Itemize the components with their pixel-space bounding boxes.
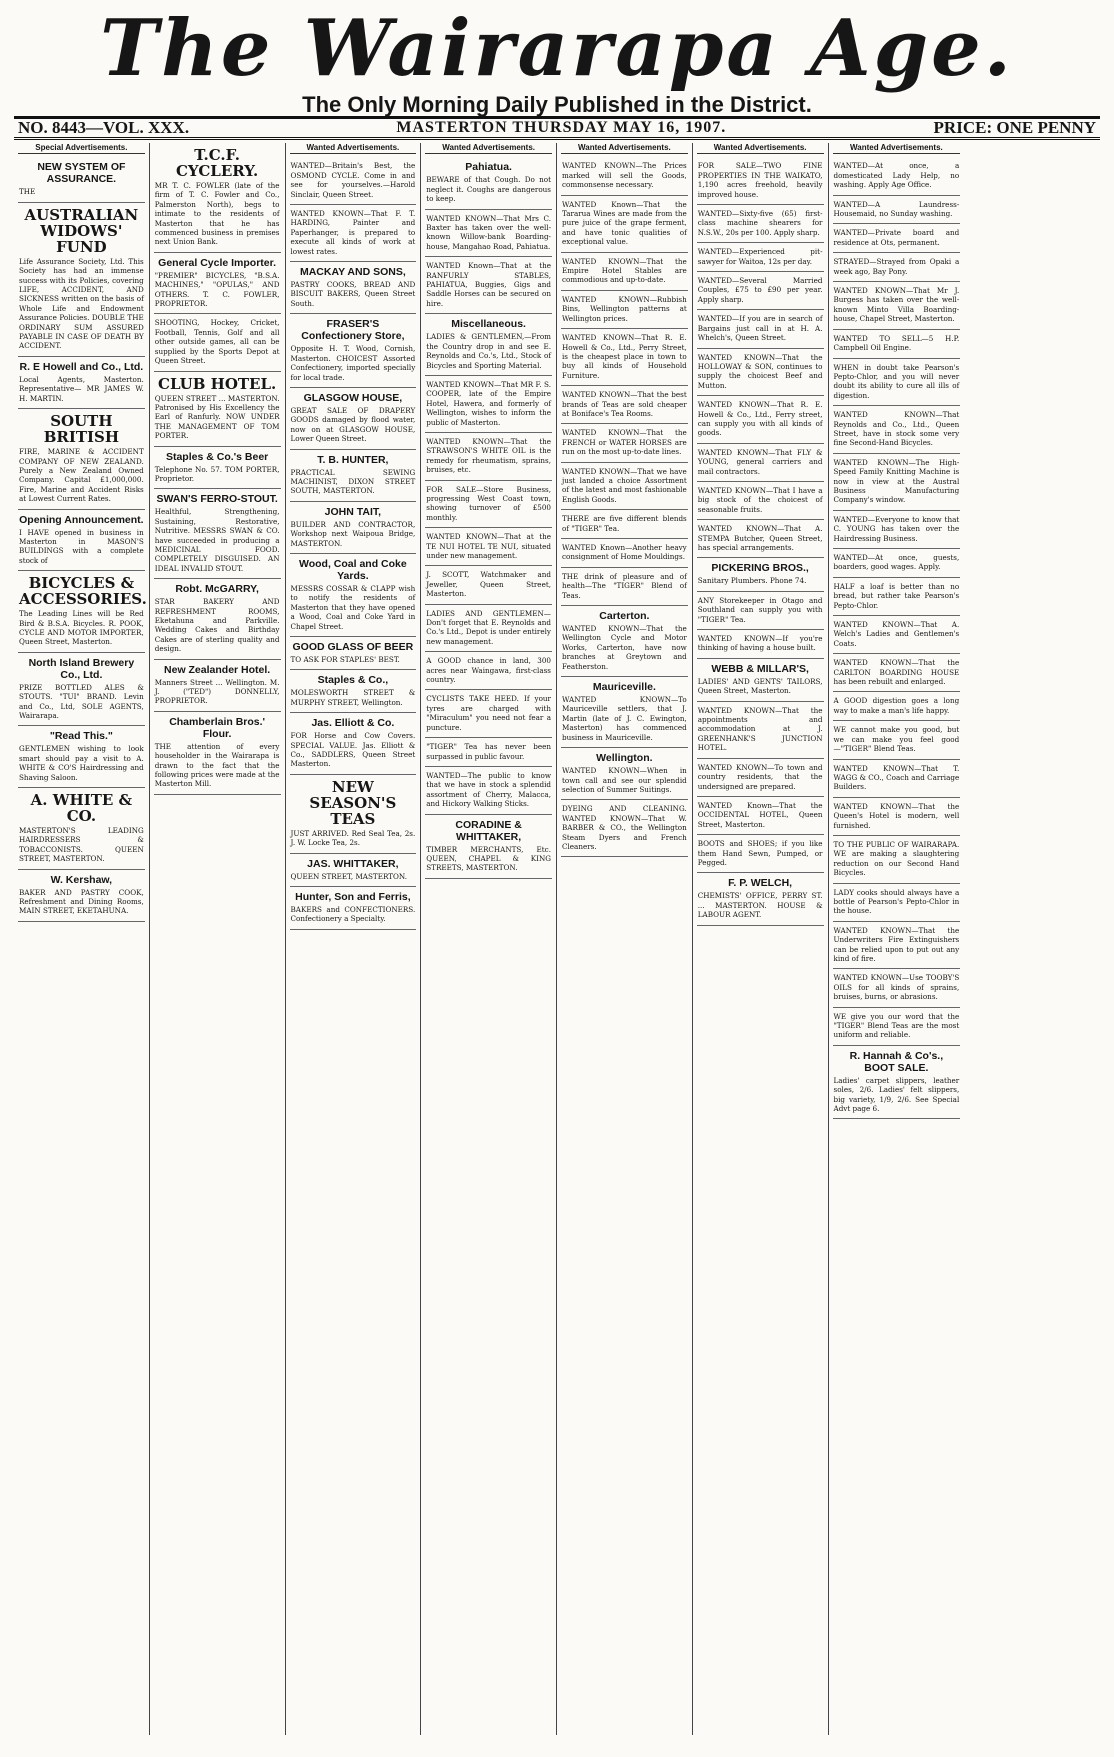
advertisement (697, 702, 824, 759)
advertisement-body: WANTED Known—That the OCCIDENTAL HOTEL, Queen Street, Masterton. (697, 800, 823, 829)
advertisement-body: WANTED KNOWN—To town and country residents, that the undersigned are prepared. (697, 762, 823, 791)
advertisement-body: J. SCOTT, Watchmaker and Jeweller, Queen Street, Masterton. (426, 570, 551, 599)
advertisement (697, 482, 824, 520)
advertisement (697, 396, 824, 444)
advertisement-columns (14, 143, 1100, 1735)
advertisement (697, 630, 824, 659)
advertisement (833, 282, 961, 330)
advertisement-body: WANTED KNOWN—That the appointments and accommodation at J. GREENHANK'S JUNCTION HOTEL. (697, 705, 823, 753)
column-heading: Special Advertisements. (18, 143, 145, 154)
advertisement (833, 1008, 961, 1046)
column-heading: Wanted Advertisements. (697, 143, 824, 154)
advertisement-body: HALF a loaf is better than no bread, but rather take Pearson's Pepto-Chlor. (833, 581, 960, 610)
advertisement-body: WANTED KNOWN—Rubbish Bins, Wellington patterns at Wellington prices. (562, 294, 687, 323)
advertisement-heading: Carterton. (599, 610, 650, 623)
advertisement-heading: PICKERING BROS., (711, 562, 809, 575)
advertisement-heading: R. E Howell and Co., Ltd. (19, 360, 144, 373)
advertisement (833, 157, 961, 195)
advertisement-heading: Opening Announcement. (19, 513, 144, 526)
advertisement-body: JUST ARRIVED. Red Seal Tea, 2s. J. W. Locke Tea, 2s. (290, 828, 416, 848)
advertisement-heading: Hunter, Son and Ferris, (295, 891, 411, 904)
advertisement-body: WANTED—Everyone to know that C. YOUNG has taken over the Hairdressing Business. (833, 514, 960, 543)
advertisement-heading: North Island Brewery Co., Ltd. (28, 656, 135, 681)
advertisement (697, 759, 824, 797)
advertisement (697, 157, 824, 205)
advertisement-body: WANTED—If you are in search of Bargains just call in at H. A. Whelch's, Queen Street. (697, 314, 823, 343)
advertisement (833, 654, 961, 692)
advertisement (18, 357, 145, 409)
advertisement (833, 692, 961, 721)
advertisement (18, 788, 145, 870)
advertisement (18, 409, 145, 509)
advertisement-body: FOR Horse and Cow Covers. SPECIAL VALUE. Jas. Elliott & Co., SADDLERS, Queen Street Masterton. (290, 731, 416, 769)
advertisement-body: WANTED—Several Married Couples, £75 to £90 per year. Apply sharp. (697, 276, 823, 304)
advertisement-body: BAKERS and CONFECTIONERS. Confectionery a Specialty. (290, 905, 416, 924)
advertisement (561, 539, 688, 568)
advertisement (833, 616, 961, 654)
advertisement (561, 677, 688, 748)
advertisement (154, 660, 281, 712)
advertisement-body: WANTED KNOWN—To Mauriceville settlers, that J. Martin (late of J. C. Ewington, Masterton) has commenced business in Mauriceville. (562, 695, 687, 742)
advertisement-body: WANTED—Britain's Best, the OSMOND CYCLE. Come in and see for yourselves.—Harold Sinclair, Queen Street. (290, 161, 416, 199)
advertisement (154, 489, 281, 579)
advertisement-body: WANTED Known—That the Tararua Wines are made from the pure juice of the grape ferment, and have tonic qualities of exceptional value. (562, 199, 687, 247)
advertisement (290, 262, 417, 314)
advertisement-body: SHOOTING, Hockey, Cricket, Football, Tennis, Golf and all other outside games, all can be supplied by the Sports Depot at Queen Street. (154, 318, 280, 366)
advertisement (425, 652, 552, 690)
advertisement-heading: Staples & Co.'s Beer (165, 450, 269, 463)
advertisement (18, 653, 145, 727)
advertisement-heading: General Cycle Importer. (158, 256, 277, 269)
advertisement-body: WANTED KNOWN—That A. Welch's Ladies and Gentlemen's Coats. (833, 620, 960, 648)
advertisement-heading: Pahiatua. (465, 161, 512, 174)
advertisement-body: TO THE PUBLIC OF WAIRARAPA. WE are making a slaughtering reduction on our Second Hand Bicycles. (833, 839, 960, 878)
advertisement-body: WANTED KNOWN—If you're thinking of having a house built. (697, 634, 823, 653)
masthead (14, 3, 1100, 117)
advertisement-body: THE drink of pleasure and of health—The "TIGER" Blend of Teas. (562, 571, 687, 600)
advertisement-body: "TIGER" Tea has never been surpassed in public favour. (426, 742, 551, 761)
advertisement (290, 388, 417, 450)
column-heading: Wanted Advertisements. (290, 143, 417, 154)
advertisement-heading: "Read This." (49, 730, 113, 743)
advertisement (290, 314, 417, 388)
advertisement (833, 196, 961, 225)
advertisement-body: Manners Street ... Wellington. M. J. ("TED") DONNELLY, PROPRIETOR. (154, 677, 280, 706)
advertisement-body: WANTED KNOWN—That R. E. Howell & Co., Ltd., Ferry street, can supply you with all kinds of goods. (697, 400, 823, 438)
advertisement-heading: AUSTRALIAN WIDOWS' FUND (24, 205, 139, 256)
advertisement-body: DYEING AND CLEANING. WANTED KNOWN—That W. BARBER & CO., the Wellington Steam Dyers and French Cleaners. (562, 804, 687, 851)
advertisement (833, 922, 961, 970)
advertisement-body: TIMBER MERCHANTS, Etc. QUEEN, CHAPEL & KING STREETS, MASTERTON. (426, 844, 551, 873)
advertisement-body: WANTED Known—That at the RANFURLY STABLES, PAHIATUA, Buggies, Gigs and Saddle Horses can be secured on hire. (426, 261, 551, 308)
advertisement-heading: T.C.F. CYCLERY. (175, 146, 259, 180)
advertisement-heading: Staples & Co., (317, 674, 389, 687)
advertisement-body: WANTED KNOWN—That A. STEMPA Butcher, Queen Street, has special arrangements. (697, 524, 823, 552)
advertisement (697, 243, 824, 272)
advertisement-heading: JOHN TAIT, (324, 505, 382, 518)
advertisement (425, 257, 552, 314)
advertisement-body: A GOOD chance in land, 300 acres near Waingawa, first-class country. (426, 656, 551, 685)
advertisement (697, 520, 824, 558)
advertisement-body: WANTED KNOWN—That F. T. HARDING, Painter and Paperhanger, is prepared to execute all kinds of work at lowest rates. (290, 209, 416, 256)
column-3 (286, 143, 422, 1735)
advertisement (290, 854, 417, 887)
advertisement (833, 359, 961, 407)
advertisement-heading: FRASER'S Confectionery Store, (301, 318, 405, 343)
advertisement (697, 272, 824, 310)
advertisement (833, 549, 961, 578)
advertisement-body: BOOTS and SHOES; if you like them Hand Sewn, Pumped, or Pegged. (697, 839, 823, 867)
advertisement-body: THE (19, 187, 36, 197)
advertisement-body: GREAT SALE OF DRAPERY GOODS damaged by flood water, now on at GLASGOW HOUSE, Lower Queen Street. (290, 405, 416, 444)
advertisement (425, 738, 552, 767)
advertisement-body: LADIES & GENTLEMEN,—From the Country drop in and see E. Reynolds and Co.'s, Ltd., Stock of Bicycles and Sporting Material. (426, 332, 551, 370)
advertisement-body: WANTED—Sixty-five (65) first-class machine shearers for N.S.W., 20s per 100. Apply sharp. (697, 209, 823, 237)
advertisement-body: BEWARE of that Cough. Do not neglect it. Coughs are dangerous to keep. (426, 175, 551, 204)
advertisement-heading: A. WHITE & CO. (30, 791, 133, 826)
advertisement-heading: Wood, Coal and Coke Yards. (299, 557, 407, 582)
advertisement (290, 887, 417, 930)
advertisement-body: Life Assurance Society, Ltd. This Society has had an immense success with its Policies, covering LIFE, ACCIDENT, AND SICKNESS written on the basis of Whole Life and Endowment Assurance Policies. DOUBLE THE ORDINARY SUM ASSURED PAYABLE IN CASE OF DEATH BY ACCIDENT. (19, 256, 144, 351)
advertisement (561, 253, 688, 291)
advertisement-body: STAR BAKERY AND REFRESHMENT ROOMS, Eketahuna and Parkville. Wedding Cakes and Birthday Cakes are of sterling quality and design. (154, 597, 280, 654)
advertisement-heading: W. Kershaw, (50, 873, 113, 886)
advertisement-heading: SWAN'S FERRO-STOUT. (156, 493, 278, 506)
advertisement-body: PASTRY COOKS, BREAD AND BISCUIT BAKERS, Queen Street South. (290, 280, 416, 308)
column-1 (14, 143, 150, 1735)
advertisement-heading: Mauriceville. (592, 681, 656, 694)
column-6 (693, 143, 829, 1735)
advertisement-body: MOLESWORTH STREET & MURPHY STREET, Wellington. (290, 688, 416, 707)
advertisement-body: Telephone No. 57. TOM PORTER, Proprietor. (154, 464, 280, 483)
advertisement-body: WANTED KNOWN—The Prices marked will sell the Goods, commonsense necessary. (562, 161, 687, 190)
advertisement (833, 511, 961, 549)
advertisement (290, 205, 417, 262)
advertisement-body: WANTED—Private board and residence at Ots, permanent. (833, 228, 960, 247)
masthead-title: The Wairarapa Age. (100, 3, 1014, 94)
advertisement (18, 726, 145, 788)
advertisement (154, 579, 281, 659)
advertisement-heading: R. Hannah & Co's., BOOT SALE. (849, 1049, 944, 1074)
advertisement (697, 835, 824, 873)
advertisement-body: Local Agents, Masterton. Representative— MR JAMES W. H. MARTIN. (19, 374, 144, 403)
advertisement-heading: Wellington. (596, 752, 653, 765)
advertisement (561, 606, 688, 677)
advertisement (697, 444, 824, 482)
advertisement (833, 578, 961, 616)
dateline (14, 116, 1100, 140)
advertisement (425, 690, 552, 738)
advertisement (561, 157, 688, 195)
advertisement-heading: Jas. Elliott & Co. (311, 717, 395, 730)
advertisement-heading: GLASGOW HOUSE, (303, 391, 403, 404)
advertisement-body: WANTED—The public to know that we have in stock a splendid assortment of Cherry, Malacca, and Hickory Walking Sticks. (426, 770, 551, 809)
advertisement (154, 314, 281, 371)
advertisement (290, 670, 417, 713)
advertisement-heading: New Zealander Hotel. (164, 663, 271, 676)
advertisement-body: LADIES' AND GENTS' TAILORS, Queen Street, Masterton. (697, 676, 823, 696)
advertisement-body: WE cannot make you good, but we can make you feel good—"TIGER" Blend Teas. (833, 725, 960, 754)
advertisement (561, 291, 688, 329)
advertisement (290, 450, 417, 502)
advertisement-body: WANTED KNOWN—That the STRAWSON'S WHITE OIL is the remedy for rheumatism, sprains, bruises, etc. (426, 436, 551, 475)
column-4 (421, 143, 557, 1735)
advertisement (561, 386, 688, 424)
advertisement-body: CHEMISTS' OFFICE, PERRY ST. ... MASTERTON. HOUSE & LABOUR AGENT. (697, 891, 823, 920)
advertisement-body: "PREMIER" BICYCLES, "B.S.A. MACHINES," "OPULAS," AND OTHERS. T. C. FOWLER, PROPRIETOR. (154, 270, 280, 309)
advertisement-heading: BICYCLES & ACCESSORIES. (19, 574, 147, 609)
issue-number: NO. 8443—VOL. XXX. (18, 118, 190, 137)
advertisement (425, 815, 552, 879)
advertisement-body: I HAVE opened in business in Masterton in MASON'S BUILDINGS with a complete stock of (19, 527, 144, 565)
column-heading: Wanted Advertisements. (561, 143, 688, 154)
advertisement-heading: Chamberlain Bros.' Flour. (169, 715, 266, 740)
advertisement (833, 969, 961, 1007)
advertisement (833, 454, 961, 511)
advertisement (561, 510, 688, 539)
advertisement (561, 424, 688, 462)
advertisement-body: WANTED KNOWN—That MR F. S. COOPER, late of the Empire Hotel, Hawera, and formerly of Wellington, wishes to inform the public of Masterton. (426, 379, 551, 427)
advertisement-body: QUEEN STREET ... MASTERTON. Patronised by His Excellency the Earl of Ranfurly. NOW UNDER THE MANAGEMENT OF TOM PORTER. (154, 393, 280, 441)
advertisement (833, 798, 961, 836)
advertisement (425, 210, 552, 258)
masthead-subtitle: The Only Morning Daily Published in the District. (302, 92, 812, 117)
advertisement (425, 528, 552, 566)
advertisement (833, 1046, 961, 1120)
advertisement-body: WANTED KNOWN—That the FRENCH or WATER HORSES are run on the most up-to-date lines. (562, 428, 687, 457)
advertisement (425, 481, 552, 529)
advertisement (561, 568, 688, 606)
advertisement (18, 157, 145, 202)
advertisement-body: FOR SALE—Store Business, progressing West Coast town, showing turnover of £500 monthly. (426, 484, 551, 522)
advertisement-body: A GOOD digestion goes a long way to make a man's life happy. (833, 696, 960, 715)
advertisement (425, 767, 552, 815)
advertisement-body: WANTED KNOWN—That the Wellington Cycle and Motor Works, Carterton, have now branches at Greytown and Featherston. (562, 624, 687, 671)
advertisement (290, 554, 417, 637)
advertisement-heading: Miscellaneous. (451, 318, 526, 331)
advertisement-heading: MACKAY AND SONS, (299, 266, 406, 279)
advertisement (425, 314, 552, 376)
column-heading: Wanted Advertisements. (425, 143, 552, 154)
advertisement-heading: CLUB HOTEL. (158, 374, 277, 393)
advertisement-body: WHEN in doubt take Pearson's Pepto-Chlor, and you will never doubt its ability to cure all ills of digestion. (833, 362, 960, 400)
advertisement (425, 433, 552, 481)
advertisement (697, 659, 824, 702)
advertisement (833, 330, 961, 359)
advertisement-body: WANTED—Experienced pit-sawyer for Waitoa, 12s per day. (697, 247, 823, 266)
advertisement-body: WANTED KNOWN—The High-Speed Family Knitting Machine is now in view at the Austral Business Manufacturing Company's window. (833, 457, 960, 505)
advertisement (18, 203, 145, 357)
advertisement-body: WANTED KNOWN—That the Empire Hotel Stables are commodious and up-to-date. (562, 256, 687, 285)
column-5 (557, 143, 693, 1735)
advertisement (561, 463, 688, 511)
advertisement-heading: F. P. WELCH, (728, 877, 793, 890)
advertisement-heading: GOOD GLASS OF BEER (292, 641, 414, 653)
advertisement (697, 558, 824, 591)
advertisement-body: WANTED KNOWN—That FLY & YOUNG, general carriers and mail contractors. (697, 447, 823, 476)
advertisement-body: FIRE, MARINE & ACCIDENT COMPANY OF NEW ZEALAND. Purely a New Zealand Owned Company. Capital £1,000,000. Fire, Marine and Accident Risks at Lowest Current Rates. (19, 447, 144, 504)
advertisement (290, 157, 417, 205)
advertisement (833, 253, 961, 282)
advertisement-heading: CORADINE & WHITTAKER, (455, 818, 522, 843)
advertisement (561, 196, 688, 253)
advertisement-body: WANTED KNOWN—That at the TE NUI HOTEL TE NUI, situated under new management. (426, 532, 551, 560)
advertisement (425, 566, 552, 604)
advertisement-body: WANTED KNOWN—That we have just landed a choice Assortment of the latest and most fashionable English Goods. (562, 466, 687, 504)
advertisement (561, 748, 688, 800)
advertisement (833, 884, 961, 922)
advertisement (425, 157, 552, 209)
advertisement-heading: NEW SYSTEM OF ASSURANCE. (37, 161, 126, 186)
advertisement-body: WANTED KNOWN—That the Underwriters Fire Extinguishers can be relied upon to put out any kind of fire. (833, 925, 960, 963)
column-2 (150, 143, 286, 1735)
advertisement-body: WANTED KNOWN—Use TOOBY'S OILS for all kinds of sprains, bruises, burns, or abrasions. (833, 973, 960, 1002)
advertisement (425, 376, 552, 433)
advertisement-body: BAKER AND PASTRY COOK, Refreshment and Dining Rooms, MAIN STREET, EKETAHUNA. (19, 887, 144, 916)
advertisement-body: WANTED KNOWN—That the best brands of Teas are sold cheaper at Boniface's Tea Rooms. (562, 390, 687, 418)
advertisement-body: WANTED KNOWN—That Mrs C. Baxter has taken over the well-known Willow-bank Boarding-house, Mangahao Road, Pahiatua. (426, 213, 551, 251)
advertisement-body: WANTED KNOWN—That R. E. Howell & Co., Ltd., Perry Street, is the cheapest place in town to buy all kinds of Household Furniture. (562, 333, 687, 380)
column-heading: Wanted Advertisements. (833, 143, 961, 154)
advertisement-body: MR T. C. FOWLER (late of the firm of T. C. Fowler and Co., Palmerston North), begs to intimate to the residents of Masterton that he has commenced business in premises next Union Bank. (154, 181, 280, 247)
advertisement (425, 605, 552, 653)
advertisement (561, 800, 688, 857)
advertisement-body: WANTED—At once, a domesticated Lady Help, no washing. Apply Age Office. (833, 161, 960, 190)
advertisement-body: STRAYED—Strayed from Opaki a week ago, Bay Pony. (833, 257, 960, 276)
advertisement-body: ANY Storekeeper in Otago and Southland can supply you with "TIGER" Tea. (697, 595, 823, 624)
advertisement-body: LADY cooks should always have a bottle of Pearson's Pepto-Chlor in the house. (833, 887, 960, 916)
advertisement-body: Healthful, Strengthening, Sustaining, Restorative, Nutritive. MESSRS SWAN & CO. have succeeded in producing a MEDICINAL FOOD. COMPLETELY DISGUISED. AN IDEAL INVALID STOUT. (154, 507, 280, 573)
advertisement (154, 447, 281, 490)
advertisement (697, 310, 824, 348)
advertisement-heading: WEBB & MILLAR'S, (711, 662, 809, 675)
advertisement (18, 870, 145, 922)
advertisement-body: PRIZE BOTTLED ALES & STOUTS. "TUI" BRAND. Levin and Co., Ltd, SOLE AGENTS, Wairarapa. (19, 682, 144, 720)
advertisement (697, 592, 824, 630)
advertisement (833, 836, 961, 884)
advertisement (154, 253, 281, 315)
advertisement (697, 797, 824, 835)
issue-price: PRICE: ONE PENNY (933, 118, 1096, 137)
advertisement-body: BUILDER AND CONTRACTOR, Workshop next Waipoua Bridge, MASTERTON. (290, 519, 416, 548)
advertisement (290, 713, 417, 775)
advertisement-body: MASTERTON'S LEADING HAIRDRESSERS & TOBACCONISTS. QUEEN STREET, MASTERTON. (19, 826, 144, 864)
advertisement-body: WANTED TO SELL—5 H.P. Campbell Oil Engine. (833, 333, 960, 353)
advertisement-body: THE attention of every householder in the Wairarapa is drawn to the fact that the following prices were made at the Masterton Mill. (154, 741, 280, 789)
advertisement-body: PRACTICAL SEWING MACHINIST, DIXON STREET SOUTH, MASTERTON. (290, 467, 416, 496)
advertisement-body: TO ASK FOR STAPLES' BEST. (290, 655, 400, 664)
advertisement-body: FOR SALE—TWO FINE PROPERTIES IN THE WAIKATO, 1,190 acres freehold, heavily improved house. (697, 161, 823, 199)
advertisement (18, 571, 145, 653)
advertisement (833, 721, 961, 759)
advertisement-body: The Leading Lines will be Red Bird & B.S.A. Bicycles. R. POOK, CYCLE AND MOTOR IMPORTER, Queen Street, Masterton. (19, 609, 144, 647)
advertisement-body: GENTLEMEN wishing to look smart should pay a visit to A. WHITE & CO'S Hairdressing and Shaving Saloon. (19, 744, 144, 782)
advertisement (154, 372, 281, 447)
advertisement-body: Opposite H. T. Wood, Cornish, Masterton. CHOICEST Assorted Confectionery, imported specially for local trade. (290, 344, 416, 382)
advertisement-body: QUEEN STREET, MASTERTON. (290, 871, 408, 881)
advertisement-heading: T. B. HUNTER, (317, 453, 389, 466)
advertisement (290, 637, 417, 670)
advertisement (290, 502, 417, 554)
advertisement-body: WANTED Known—Another heavy consignment of Home Mouldings. (562, 543, 687, 562)
advertisement-body: WANTED KNOWN—That I have a big stock of the choicest of seasonable fruits. (697, 485, 823, 514)
advertisement-body: WE give you our word that the "TIGER" Blend Teas are the most uniform and reliable. (833, 1011, 960, 1040)
advertisement-body: THERE are five different blends of "TIGER" Tea. (562, 514, 687, 533)
advertisement-body: Ladies' carpet slippers, leather soles, 2/6. Ladies' felt slippers, big variety, 1/9, 2/6. See Special Advt page 6. (833, 1075, 960, 1114)
advertisement (561, 329, 688, 386)
advertisement-body: WANTED KNOWN—That the Queen's Hotel is modern, well furnished. (833, 801, 960, 830)
advertisement (697, 349, 824, 397)
advertisement-body: Sanitary Plumbers. Phone 74. (697, 576, 807, 586)
advertisement (154, 712, 281, 795)
advertisement (833, 760, 961, 798)
advertisement-heading: NEW SEASON'S TEAS (309, 777, 397, 828)
advertisement-body: CYCLISTS TAKE HEED. If your tyres are charged with "Miraculum" you need not fear a puncture. (426, 694, 551, 732)
advertisement-body: WANTED KNOWN—That T. WAGG & CO., Coach and Carriage Builders. (833, 763, 960, 792)
advertisement-heading: JAS. WHITTAKER, (307, 857, 399, 870)
issue-date: MASTERTON THURSDAY MAY 16, 1907. (396, 119, 727, 136)
advertisement-body: WANTED—At once, guests, boarders, good wages. Apply. (833, 553, 960, 572)
advertisement-body: MESSRS COSSAR & CLAPP wish to notify the residents of Masterton that they have opened a Wood, Coal and Coke Yard in Chapel Street. (290, 583, 416, 631)
advertisement (833, 224, 961, 253)
advertisement (18, 510, 145, 572)
advertisement-body: WANTED KNOWN—That the CARLTON BOARDING HOUSE has been rebuilt and enlarged. (833, 658, 960, 687)
advertisement (697, 205, 824, 243)
advertisement (697, 873, 824, 925)
advertisement-body: WANTED KNOWN—That Reynolds and Co., Ltd., Queen Street, have in stock some very fine Second-Hand Bicycles. (833, 410, 960, 448)
advertisement-heading: SOUTH BRITISH (43, 412, 120, 447)
advertisement-heading: Robt. McGARRY, (175, 583, 259, 596)
advertisement-body: WANTED KNOWN—That Mr J. Burgess has taken over the well-known Minto Villa Boarding-house, Chapel Street, Masterton. (833, 286, 960, 324)
advertisement-body: WANTED—A Laundress-Housemaid, no Sunday washing. (833, 199, 960, 219)
advertisement (833, 406, 961, 454)
advertisement-body: LADIES AND GENTLEMEN—Don't forget that E. Reynolds and Co.'s Ltd., Depot is under entirely new management. (426, 608, 551, 646)
advertisement-body: WANTED KNOWN—When in town call and see our splendid selection of Summer Suitings. (562, 766, 687, 794)
advertisement (154, 143, 281, 253)
column-7 (829, 143, 965, 1735)
advertisement (290, 775, 417, 854)
advertisement-body: WANTED KNOWN—That the HOLLOWAY & SON, continues to supply the choicest Beef and Mutton. (697, 352, 823, 390)
